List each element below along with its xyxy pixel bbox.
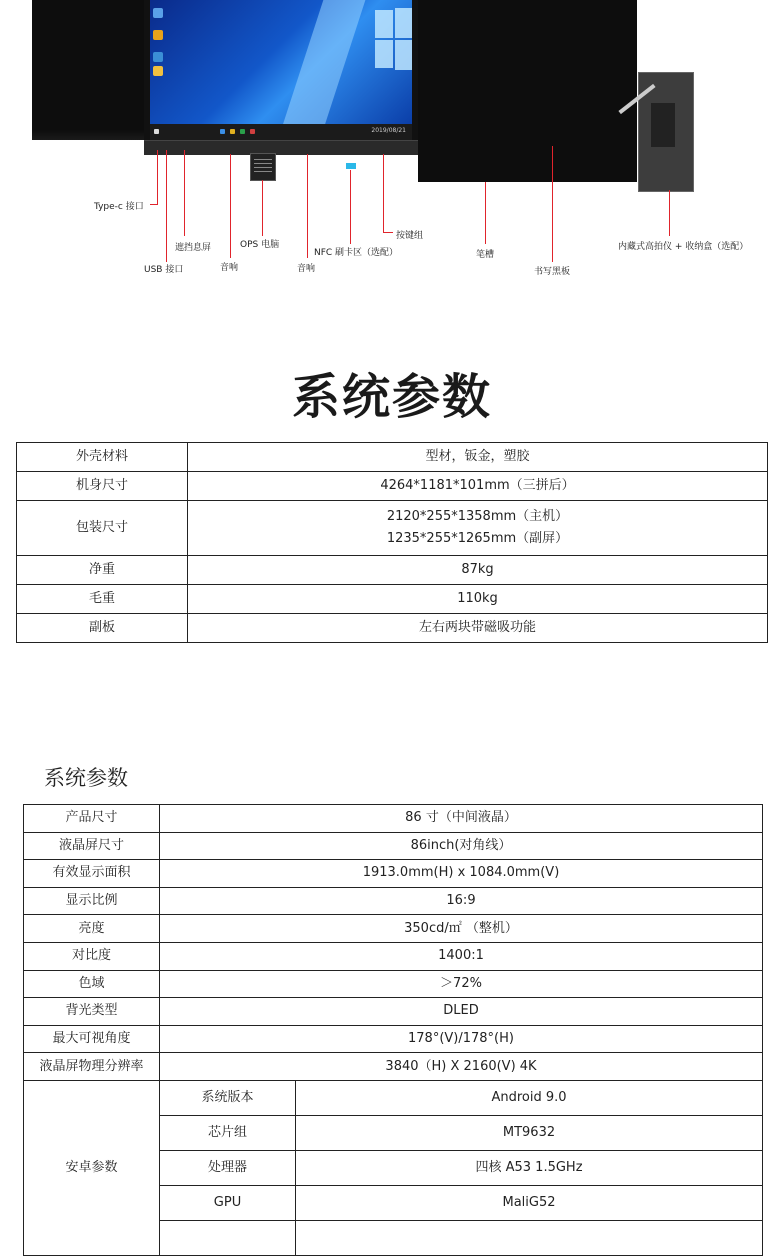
sub-row-value: MaliG52 [296, 1185, 763, 1220]
row-label: 最大可视角度 [24, 1025, 160, 1053]
row-label: 有效显示面积 [24, 860, 160, 888]
table-row [17, 501, 768, 556]
row-label: 产品尺寸 [24, 805, 160, 833]
table-row [24, 915, 763, 943]
row-value: 86 寸（中间液晶） [160, 805, 763, 833]
row-label: 色域 [24, 970, 160, 998]
callout-line-type-c [157, 150, 158, 204]
table-row [17, 614, 768, 643]
callout-line-pen-slot [485, 182, 486, 244]
table-row [24, 1080, 763, 1115]
row-value: 87kg [188, 556, 768, 585]
windows-logo-icon [375, 10, 412, 70]
taskbar-icon [220, 129, 225, 134]
label-buttons: 按键组 [396, 231, 424, 241]
callout-line-speaker-right [307, 154, 308, 258]
sub-row-label: GPU [160, 1185, 296, 1220]
sub-row-value: MT9632 [296, 1115, 763, 1150]
desktop-icon [153, 66, 163, 76]
callout-line-speaker-left [230, 154, 231, 258]
sub-row-label: 处理器 [160, 1150, 296, 1185]
sub-row-label-empty [160, 1220, 296, 1255]
blackboard-right-lower [418, 140, 637, 182]
row-value: 178°(V)/178°(H) [160, 1025, 763, 1053]
label-speaker-left: 音响 [220, 263, 239, 273]
table-row [24, 942, 763, 970]
wallpaper-light-beam [272, 0, 369, 124]
callout-line-info-screen [184, 150, 185, 236]
display-screen [150, 0, 412, 124]
row-label: 液晶屏物理分辨率 [24, 1053, 160, 1081]
taskbar [150, 124, 412, 140]
taskbar-icon [240, 129, 245, 134]
desktop-icon [153, 52, 163, 62]
callout-line-buttons-h [383, 232, 393, 233]
camera-storage-box [638, 72, 694, 192]
row-label: 液晶屏尺寸 [24, 832, 160, 860]
desktop-icon [153, 30, 163, 40]
row-label: 净重 [17, 556, 188, 585]
row-value: 4264*1181*101mm（三拼后） [188, 472, 768, 501]
spec-table-2 [23, 804, 763, 1256]
callout-line-nfc [350, 170, 351, 244]
row-value: 110kg [188, 585, 768, 614]
spec-table-1 [16, 442, 768, 643]
label-pen-slot: 笔槽 [476, 250, 495, 260]
callout-line-type-c-h [150, 204, 158, 205]
row-value: 3840（H) X 2160(V) 4K [160, 1053, 763, 1081]
table-row [17, 585, 768, 614]
row-value: 左右两块带磁吸功能 [188, 614, 768, 643]
camera-slot [651, 103, 675, 147]
row-value: 型材，钣金，塑胶 [188, 443, 768, 472]
label-usb: USB 接口 [144, 265, 184, 275]
row-value: 2120*255*1358mm（主机） [386, 508, 569, 524]
row-value-multiline [188, 501, 768, 556]
taskbar-clock: 2019/08/21 [371, 127, 406, 134]
product-diagram [0, 0, 784, 285]
taskbar-icon [230, 129, 235, 134]
table-row [17, 443, 768, 472]
callout-line-ops [262, 180, 263, 236]
row-value-second-line: 1235*255*1265mm（副屏） [386, 531, 569, 546]
section2-title: 系统参数 [44, 766, 128, 790]
nfc-icon [346, 163, 356, 169]
section1-title: 系统参数 [291, 369, 492, 425]
table-row [24, 832, 763, 860]
row-value: 86inch(对角线） [160, 832, 763, 860]
row-value: 16:9 [160, 887, 763, 915]
row-label: 对比度 [24, 942, 160, 970]
table-row [24, 998, 763, 1026]
desktop-icon [153, 8, 163, 18]
bottom-control-bar [144, 140, 418, 155]
table-row [24, 1053, 763, 1081]
sub-row-label: 系统版本 [160, 1080, 296, 1115]
row-value: 1913.0mm(H) x 1084.0mm(V) [160, 860, 763, 888]
label-camera: 内藏式高拍仪 + 收纳盒（选配） [618, 242, 749, 252]
table-row [24, 970, 763, 998]
table-row [17, 556, 768, 585]
ops-computer-module [250, 153, 276, 181]
taskbar-icon [250, 129, 255, 134]
callout-line-blackboard [552, 146, 553, 262]
group-label-android: 安卓参数 [24, 1080, 160, 1255]
sub-row-value: Android 9.0 [296, 1080, 763, 1115]
table-row [17, 472, 768, 501]
row-value: DLED [160, 998, 763, 1026]
callout-line-buttons [383, 154, 384, 232]
table-row [24, 887, 763, 915]
label-nfc: NFC 刷卡区（选配） [314, 248, 399, 258]
row-value: 1400:1 [160, 942, 763, 970]
row-label: 包装尺寸 [17, 501, 188, 556]
table-row [24, 805, 763, 833]
row-value: 350cd/㎡ （整机） [160, 915, 763, 943]
label-info-screen: 遮挡息屏 [175, 243, 212, 253]
row-label: 显示比例 [24, 887, 160, 915]
board-edge [32, 130, 144, 140]
row-label: 背光类型 [24, 998, 160, 1026]
callout-line-camera [669, 190, 670, 236]
row-label: 机身尺寸 [17, 472, 188, 501]
label-blackboard: 书写黑板 [534, 267, 571, 277]
sub-row-label: 芯片组 [160, 1115, 296, 1150]
row-value: ＞72% [160, 970, 763, 998]
row-label: 外壳材料 [17, 443, 188, 472]
table-row [24, 1025, 763, 1053]
row-label: 毛重 [17, 585, 188, 614]
label-speaker-right: 音响 [297, 264, 316, 274]
start-icon [154, 129, 159, 134]
row-label: 亮度 [24, 915, 160, 943]
label-type-c: Type-c 接口 [94, 202, 144, 212]
label-ops: OPS 电脑 [240, 240, 280, 250]
sub-row-value-empty [296, 1220, 763, 1255]
row-label: 副板 [17, 614, 188, 643]
table-row [24, 860, 763, 888]
sub-row-value: 四核 A53 1.5GHz [296, 1150, 763, 1185]
callout-line-usb [166, 150, 167, 262]
